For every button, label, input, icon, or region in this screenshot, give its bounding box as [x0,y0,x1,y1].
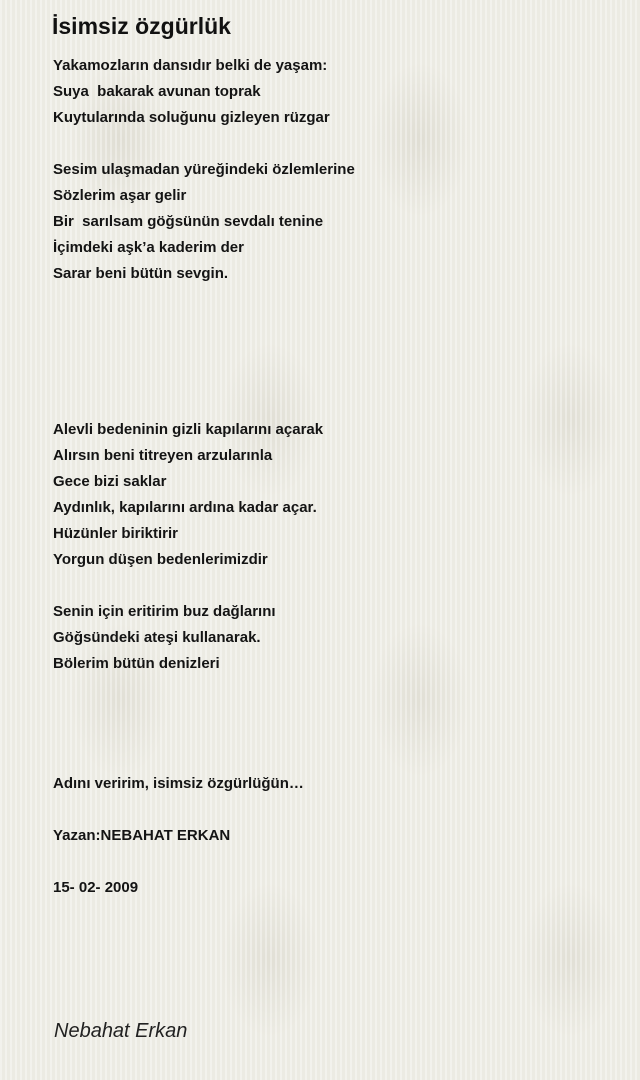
poem-line: Göğsündeki ateşi kullanarak. [53,629,261,646]
poem-line: Bir sarılsam göğsünün sevdalı tenine [53,213,324,230]
poem-line: Alırsın beni titreyen arzularınla [53,447,273,464]
stanza-gap [53,573,613,599]
poem-line: Suya bakarak avunan toprak [53,83,261,100]
poem-title: İsimsiz özgürlük [52,13,231,39]
poem-line: Aydınlık, kapılarını ardına kadar açar. [53,499,317,516]
author-signature: Nebahat Erkan [54,1020,188,1042]
poem-line: İçimdeki aşk’a kaderim der [53,239,244,256]
poem-line: Gece bizi saklar [53,473,167,490]
poem-line: Sesim ulaşmadan yüreğindeki özlemlerine [53,161,355,178]
poem-line: Sözlerim aşar gelir [53,187,187,204]
stanza-4 [53,599,613,677]
poem-line: Yakamozların dansıdır belki de yaşam: [53,57,328,74]
poem-line: Alevli bedeninin gizli kapılarını açarak [53,421,324,438]
poem-date: 15- 02- 2009 [53,879,139,896]
closing-line: Adını veririm, isimsiz özgürlüğün… [53,775,304,792]
stanza-3 [53,417,613,573]
poem-line: Yorgun düşen bedenlerimizdir [53,551,268,568]
poem-body [53,53,613,677]
poem-line: Hüzünler biriktirir [53,525,179,542]
poem-line: Sarar beni bütün sevgin. [53,265,229,282]
stanza-gap [53,131,613,157]
poem-line: Senin için eritirim buz dağlarını [53,603,276,620]
poem-line: Bölerim bütün denizleri [53,655,220,672]
author-line: Yazan:NEBAHAT ERKAN [53,827,231,844]
stanza-1 [53,53,613,131]
stanza-2 [53,157,613,287]
stanza-gap [53,287,613,417]
poem-line: Kuytularında soluğunu gizleyen rüzgar [53,109,330,126]
